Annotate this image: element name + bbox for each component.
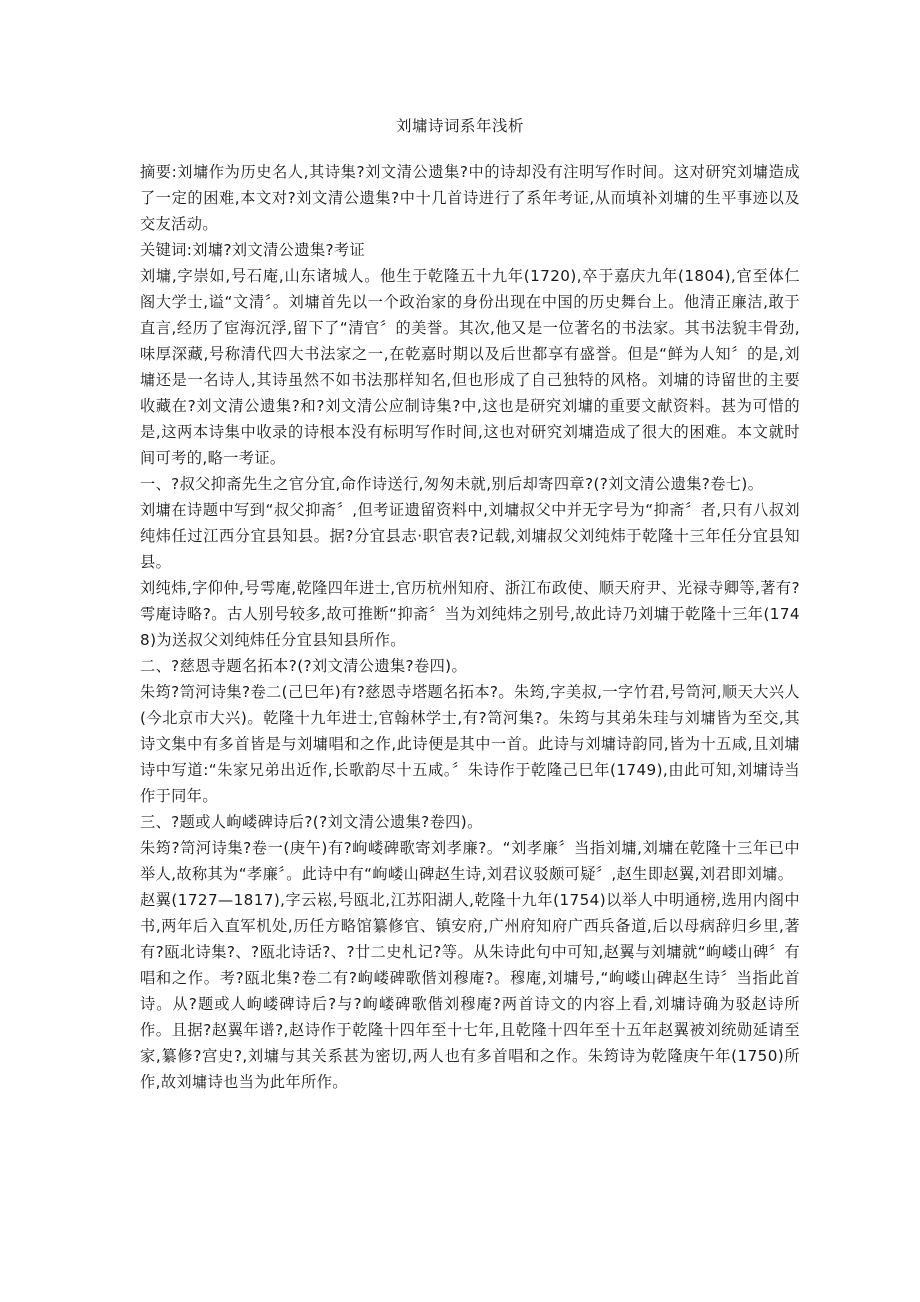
section-heading-3: 三、?题或人岣嵝碑诗后?(?刘文清公遗集?卷四)。 <box>140 813 483 831</box>
body-paragraph: 刘纯炜,字仰仲,号雩庵,乾隆四年进士,官历杭州知府、浙江布政使、顺天府尹、光禄寺卿等,著有?雩庵诗略?。古人别号较多,故可推断“抑斋〞当为刘纯炜之别号,故此诗乃刘墉于乾隆十三年(1748)为送叔父刘纯炜任分宜县知县所作。 <box>140 579 800 649</box>
section-heading-2: 二、?慈恩寺题名拓本?(?刘文清公遗集?卷四)。 <box>140 657 468 675</box>
body-paragraph: 朱筠?笥河诗集?卷二(己巳年)有?慈恩寺塔题名拓本?。朱筠,字美叔,一字竹君,号笥河,顺天大兴人(今北京市大兴)。乾隆十九年进士,官翰林学士,有?笥河集?。朱筠与其弟朱珪与刘墉皆为至交,其诗文集中有多首皆是与刘墉唱和之作,此诗便是其中一首。此诗与刘墉诗韵同,皆为十五咸,且刘墉诗中写道:“朱家兄弟出近作,长歌韵尽十五咸。〞朱诗作于乾隆己巳年(1749),由此可知,刘墉诗当作于同年。 <box>140 683 800 805</box>
abstract-paragraph: 摘要:刘墉作为历史名人,其诗集?刘文清公遗集?中的诗却没有注明写作时间。这对研究刘墉造成了一定的困难,本文对?刘文清公遗集?中十几首诗进行了系年考证,从而填补刘墉的生平事迹以及交友活动。 <box>140 163 800 233</box>
section-heading-1: 一、?叔父抑斋先生之官分宜,命作诗送行,匆匆未就,别后却寄四章?(?刘文清公遗集?卷七)。 <box>140 475 764 493</box>
intro-paragraph: 刘墉,字崇如,号石庵,山东诸城人。他生于乾隆五十九年(1720),卒于嘉庆九年(1804),官至体仁阁大学士,谥“文清〞。刘墉首先以一个政治家的身份出现在中国的历史舞台上。他清正廉洁,敢于直言,经历了宦海沉浮,留下了“清官〞的美誉。其次,他又是一位著名的书法家。其书法貌丰骨劲,味厚深藏,号称清代四大书法家之一,在乾嘉时期以及后世都享有盛誉。但是“鲜为人知〞的是,刘墉还是一名诗人,其诗虽然不如书法那样知名,但也形成了自己独特的风格。刘墉的诗留世的主要收藏在?刘文清公遗集?和?刘文清公应制诗集?中,这也是研究刘墉的重要文献资料。甚为可惜的是,这两本诗集中收录的诗根本没有标明写作时间,这也对研究刘墉造成了很大的困难。本文就时间可考的,略一考证。 <box>140 267 800 467</box>
body-paragraph: 朱筠?笥河诗集?卷一(庚午)有?岣嵝碑歌寄刘孝廉?。“刘孝廉〞当指刘墉,刘墉在乾隆十三年已中举人,故称其为“孝廉〞。此诗中有“岣嵝山碑赵生诗,刘君议驳颇可疑〞,赵生即赵翼,刘君即刘墉。 <box>140 839 800 883</box>
keywords-paragraph: 关键词:刘墉?刘文清公遗集?考证 <box>140 241 366 259</box>
body-paragraph: 刘墉在诗题中写到“叔父抑斋〞,但考证遗留资料中,刘墉叔父中并无字号为“抑斋〞者,只有八叔刘纯炜任过江西分宜县知县。据?分宜县志·职官表?记载,刘墉叔父刘纯炜于乾隆十三年任分宜县知县。 <box>140 501 800 571</box>
body-paragraph: 赵翼(1727—1817),字云崧,号瓯北,江苏阳湖人,乾隆十九年(1754)以举人中明通榜,选用内阁中书,两年后入直军机处,历任方略馆纂修官、镇安府,广州府知府广西兵备道,后以母病辞归乡里,著有?瓯北诗集?、?瓯北诗话?、?廿二史札记?等。从朱诗此句中可知,赵翼与刘墉就“岣嵝山碑〞有唱和之作。考?瓯北集?卷二有?岣嵝碑歌偕刘穆庵?。穆庵,刘墉号,“岣嵝山碑赵生诗〞当指此首诗。从?题或人岣嵝碑诗后?与?岣嵝碑歌偕刘穆庵?两首诗文的内容上看,刘墉诗确为驳赵诗所作。且据?赵翼年谱?,赵诗作于乾隆十四年至十七年,且乾隆十四年至十五年赵翼被刘统勋延请至家,纂修?宫史?,刘墉与其关系甚为密切,两人也有多首唱和之作。朱筠诗为乾隆庚午年(1750)所作,故刘墉诗也当为此年所作。 <box>140 891 800 1091</box>
document-title: 刘墉诗词系年浅析 <box>395 117 524 135</box>
document-body <box>140 159 800 1095</box>
